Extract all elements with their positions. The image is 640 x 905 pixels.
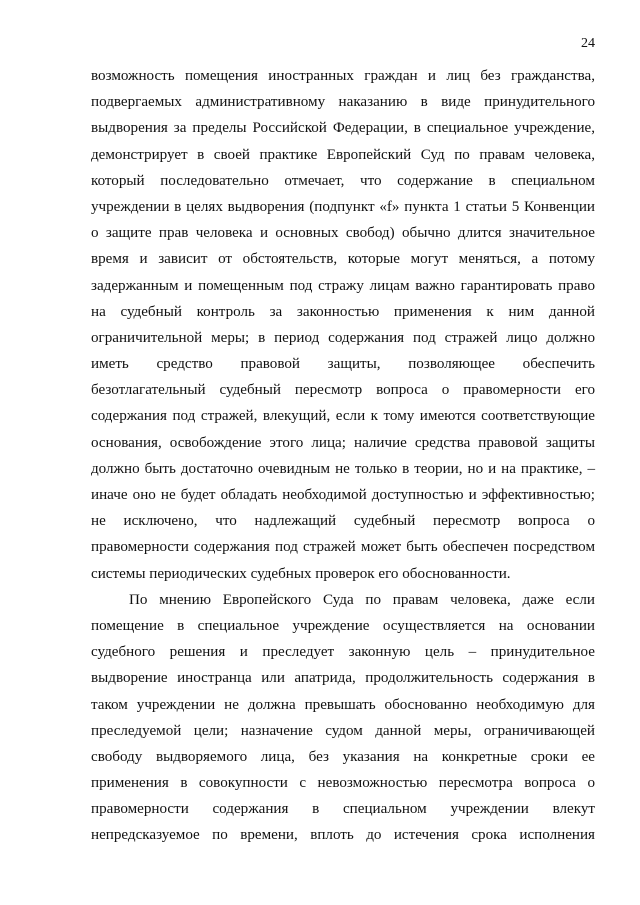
paragraph-1: [91, 63, 595, 587]
text-line: безотлагательный судебный пересмотр вопроса о правомерности его: [91, 382, 595, 399]
text-line: возможность помещения иностранных граждан и лиц без гражданства,: [91, 68, 595, 84]
text-line: непредсказуемое по времени, вплоть до истечения срока исполнения: [91, 827, 595, 844]
text-line: учреждении в целях выдворения (подпункт «f» пункта 1 статьи 5 Конвенции: [91, 198, 595, 215]
text-line: ограничительной меры; в период содержания под стражей лицо должно: [91, 329, 595, 346]
text-line: иметь средство правовой защиты, позволяющее обеспечить: [91, 356, 595, 373]
text-line: таком учреждении не должна превышать обоснованно необходимую для: [91, 696, 595, 713]
text-line: подвергаемых административному наказанию в виде принудительного: [91, 94, 595, 111]
text-line: должно быть достаточно очевидным не только в теории, но и на практике, –: [91, 460, 595, 477]
text-line: судебного решения и преследует законную цель – принудительное: [91, 644, 595, 661]
text-line: выдворение иностранца или апатрида, продолжительность содержания в: [91, 670, 595, 687]
text-line: свободу выдворяемого лица, без указания на конкретные сроки ее: [91, 748, 595, 765]
text-line: основания, освобождение этого лица; наличие средства правовой защиты: [91, 434, 595, 451]
text-line: системы периодических судебных проверок его обоснованности.: [91, 565, 511, 582]
text-line: выдворения за пределы Российской Федерации, в специальное учреждение,: [91, 120, 595, 137]
text-line: помещение в специальное учреждение осуществляется на основании: [91, 617, 595, 634]
text-line: который последовательно отмечает, что содержание в специальном: [91, 172, 595, 189]
body-text: [91, 63, 595, 849]
text-line: преследуемой цели; назначение судом данной меры, ограничивающей: [91, 722, 595, 739]
text-line: применения в совокупности с невозможностью пересмотра вопроса о: [91, 775, 595, 792]
page-number: 24: [581, 36, 595, 51]
paragraph-2: [91, 587, 595, 849]
text-line: о защите прав человека и основных свобод) обычно длится значительное: [91, 225, 595, 242]
text-line: демонстрирует в своей практике Европейский Суд по правам человека,: [91, 146, 595, 163]
text-line: правомерности содержания в специальном учреждении влекут: [91, 801, 595, 818]
text-line: правомерности содержания под стражей может быть обеспечен посредством: [91, 539, 595, 556]
text-line: По мнению Европейского Суда по правам человека, даже если: [129, 591, 595, 608]
text-line: содержания под стражей, влекущий, если к тому имеются соответствующие: [91, 408, 595, 425]
text-line: время и зависит от обстоятельств, которые могут меняться, а потому: [91, 251, 595, 268]
text-line: не исключено, что надлежащий судебный пересмотр вопроса о: [91, 513, 595, 530]
text-line: задержанным и помещенным под стражу лицам важно гарантировать право: [91, 277, 595, 294]
text-line: иначе оно не будет обладать необходимой доступностью и эффективностью;: [91, 487, 595, 503]
text-line: на судебный контроль за законностью применения к ним данной: [91, 303, 595, 320]
